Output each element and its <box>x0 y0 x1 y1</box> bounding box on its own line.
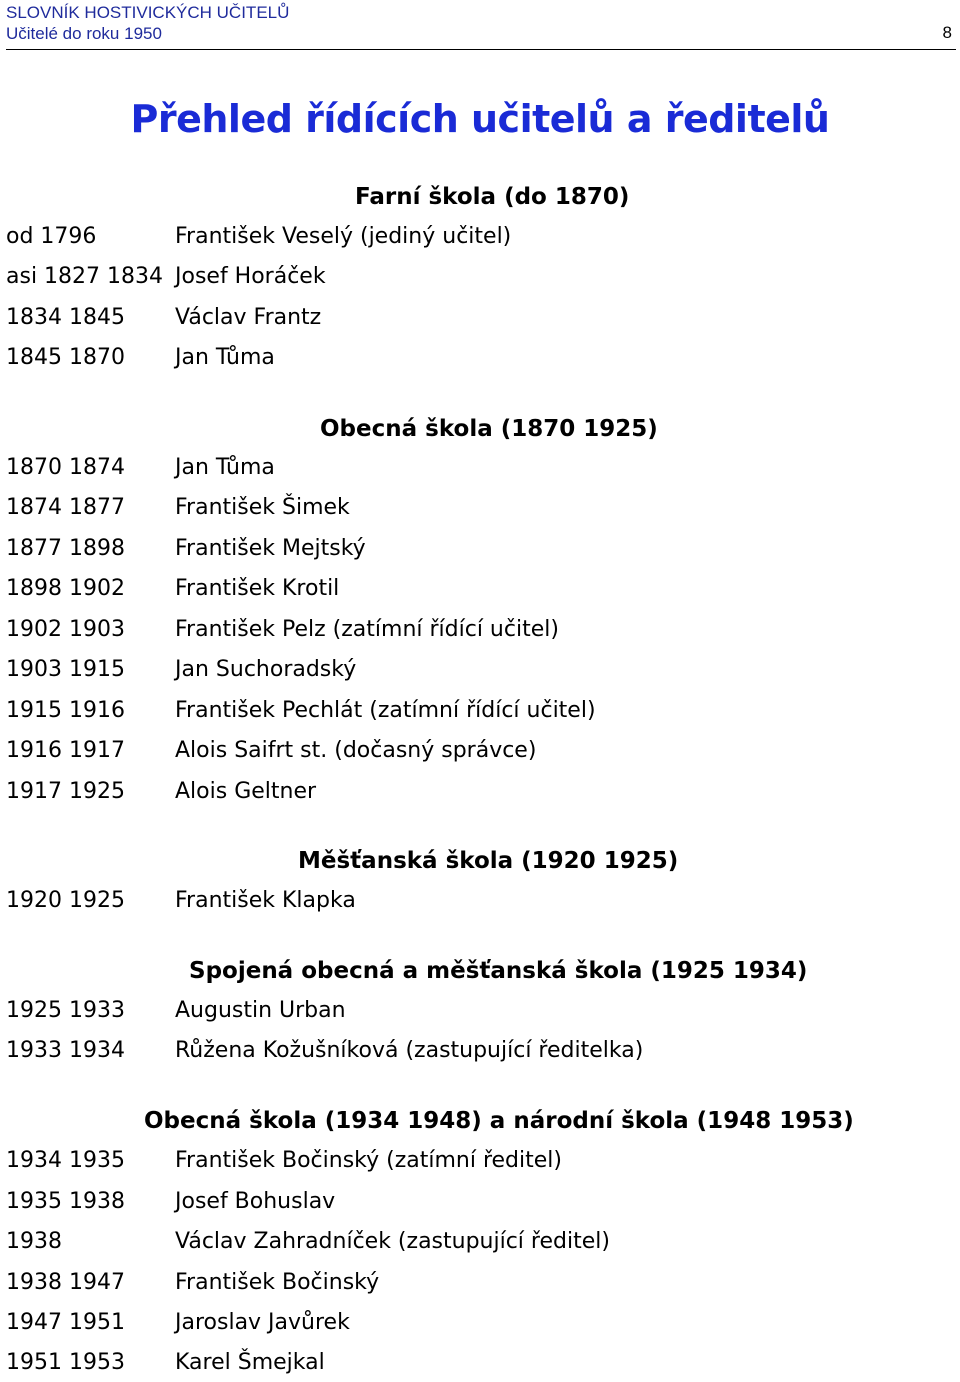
term-dates: 1951 1953 <box>6 1350 125 1375</box>
list-item <box>0 538 960 568</box>
term-dates: asi 1827 1834 <box>6 264 164 289</box>
teacher-name: Josef Bohuslav <box>175 1189 336 1214</box>
teacher-name: Augustin Urban <box>175 998 346 1023</box>
teacher-name: František Pelz (zatímní řídící učitel) <box>175 617 559 642</box>
teacher-name: Václav Zahradníček (zastupující ředitel) <box>175 1229 610 1254</box>
teacher-name: Jan Tůma <box>175 455 275 480</box>
list-item <box>0 578 960 608</box>
term-dates: 1874 1877 <box>6 495 125 520</box>
term-dates: 1902 1903 <box>6 617 125 642</box>
section-heading: Měšťanská škola (1920 1925) <box>298 848 679 874</box>
term-dates: 1845 1870 <box>6 345 125 370</box>
list-item <box>0 497 960 527</box>
list-item <box>0 1150 960 1180</box>
term-dates: 1935 1938 <box>6 1189 125 1214</box>
term-dates: 1938 1947 <box>6 1270 125 1295</box>
list-item <box>0 1000 960 1030</box>
list-item <box>0 1231 960 1261</box>
teacher-name: Alois Geltner <box>175 779 317 804</box>
section-heading: Spojená obecná a měšťanská škola (1925 1934) <box>189 958 808 984</box>
teacher-name: František Klapka <box>175 888 356 913</box>
term-dates: 1917 1925 <box>6 779 125 804</box>
page-number: 8 <box>942 23 952 42</box>
running-header-subtitle: Učitelé do roku 1950 <box>6 24 162 43</box>
term-dates: 1834 1845 <box>6 305 125 330</box>
teacher-name: Karel Šmejkal <box>175 1350 325 1375</box>
term-dates: 1916 1917 <box>6 738 125 763</box>
running-header-title: SLOVNÍK HOSTIVICKÝCH UČITELŮ <box>6 3 290 22</box>
section-heading: Farní škola (do 1870) <box>355 184 630 210</box>
section-heading: Obecná škola (1870 1925) <box>320 416 658 442</box>
term-dates: 1925 1933 <box>6 998 125 1023</box>
list-item <box>0 457 960 487</box>
teacher-name: Jan Tůma <box>175 345 275 370</box>
teacher-name: Růžena Kožušníková (zastupující ředitelka) <box>175 1038 644 1063</box>
list-item <box>0 1352 960 1382</box>
teacher-name: Jaroslav Javůrek <box>175 1310 350 1335</box>
term-dates: 1938 <box>6 1229 62 1254</box>
page-title: Přehled řídících učitelů a ředitelů <box>130 97 830 141</box>
teacher-name: Václav Frantz <box>175 305 322 330</box>
list-item <box>0 226 960 256</box>
term-dates: 1870 1874 <box>6 455 125 480</box>
term-dates: 1903 1915 <box>6 657 125 682</box>
term-dates: 1877 1898 <box>6 536 125 561</box>
teacher-name: Alois Saifrt st. (dočasný správce) <box>175 738 537 763</box>
teacher-name: František Šimek <box>175 495 350 520</box>
teacher-name: Jan Suchoradský <box>175 657 357 682</box>
list-item <box>0 347 960 377</box>
term-dates: 1898 1902 <box>6 576 125 601</box>
teacher-name: František Bočinský <box>175 1270 380 1295</box>
teacher-name: František Veselý (jediný učitel) <box>175 224 512 249</box>
term-dates: 1933 1934 <box>6 1038 125 1063</box>
teacher-name: František Bočinský (zatímní ředitel) <box>175 1148 562 1173</box>
teacher-name: František Pechlát (zatímní řídící učitel) <box>175 698 596 723</box>
term-dates: od 1796 <box>6 224 97 249</box>
list-item <box>0 266 960 296</box>
section-heading: Obecná škola (1934 1948) a národní škola (1948 1953) <box>144 1108 854 1134</box>
term-dates: 1934 1935 <box>6 1148 125 1173</box>
list-item <box>0 1272 960 1302</box>
list-item <box>0 307 960 337</box>
list-item <box>0 659 960 689</box>
term-dates: 1947 1951 <box>6 1310 125 1335</box>
list-item <box>0 1312 960 1342</box>
teacher-name: František Mejtský <box>175 536 366 561</box>
list-item <box>0 1191 960 1221</box>
list-item <box>0 1040 960 1070</box>
teacher-name: Josef Horáček <box>175 264 326 289</box>
teacher-name: František Krotil <box>175 576 340 601</box>
term-dates: 1915 1916 <box>6 698 125 723</box>
header-divider <box>6 49 956 50</box>
list-item <box>0 619 960 649</box>
list-item <box>0 700 960 730</box>
list-item <box>0 890 960 920</box>
list-item <box>0 740 960 770</box>
term-dates: 1920 1925 <box>6 888 125 913</box>
list-item <box>0 781 960 811</box>
